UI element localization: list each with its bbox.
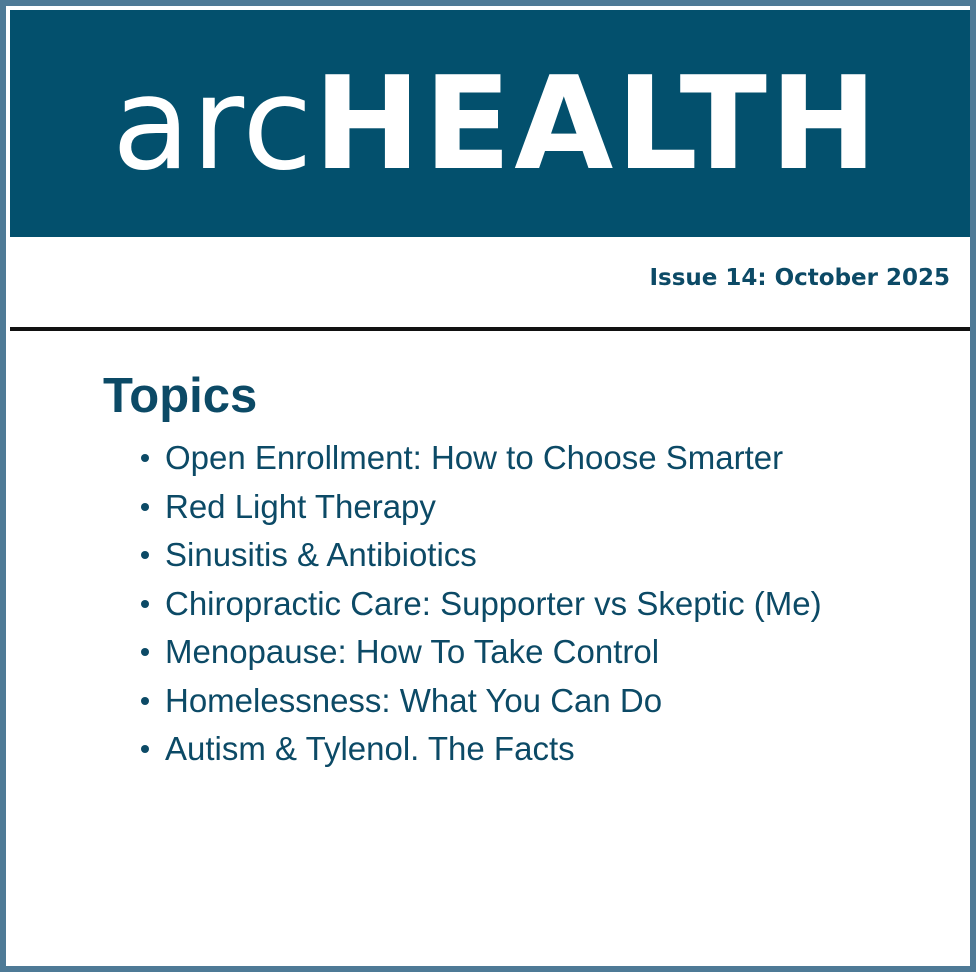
bullet-icon xyxy=(141,697,149,705)
topics-heading: Topics xyxy=(103,369,258,423)
masthead-banner xyxy=(10,10,970,237)
bullet-icon xyxy=(141,551,149,559)
bullet-icon xyxy=(141,648,149,656)
logo-text-health: HEALTH xyxy=(313,50,881,199)
bullet-icon xyxy=(141,454,149,462)
topic-list-item xyxy=(136,483,822,532)
topic-list-item xyxy=(136,628,822,677)
archealth-logo xyxy=(112,50,880,200)
topic-list-item xyxy=(136,531,822,580)
topic-list-item xyxy=(136,580,822,629)
bullet-icon xyxy=(141,600,149,608)
topic-list-item xyxy=(136,725,822,774)
topic-list-item xyxy=(136,677,822,726)
topic-label: Homelessness: What You Can Do xyxy=(165,681,663,719)
topic-label: Autism & Tylenol. The Facts xyxy=(165,730,575,767)
topic-label: Sinusitis & Antibiotics xyxy=(165,536,477,573)
topic-label: Open Enrollment: How to Choose Smarter xyxy=(165,439,784,476)
topic-list-item xyxy=(136,434,822,483)
topic-label: Red Light Therapy xyxy=(165,487,436,525)
bullet-icon xyxy=(141,745,149,753)
topic-label: Chiropractic Care: Supporter vs Skeptic (Me) xyxy=(165,584,822,622)
issue-date-label: Issue 14: October 2025 xyxy=(649,265,950,291)
header-divider xyxy=(10,327,970,331)
topics-list xyxy=(136,434,822,774)
topic-label: Menopause: How To Take Control xyxy=(165,633,660,670)
logo-text-arc: arc xyxy=(112,50,314,199)
bullet-icon xyxy=(141,503,149,511)
